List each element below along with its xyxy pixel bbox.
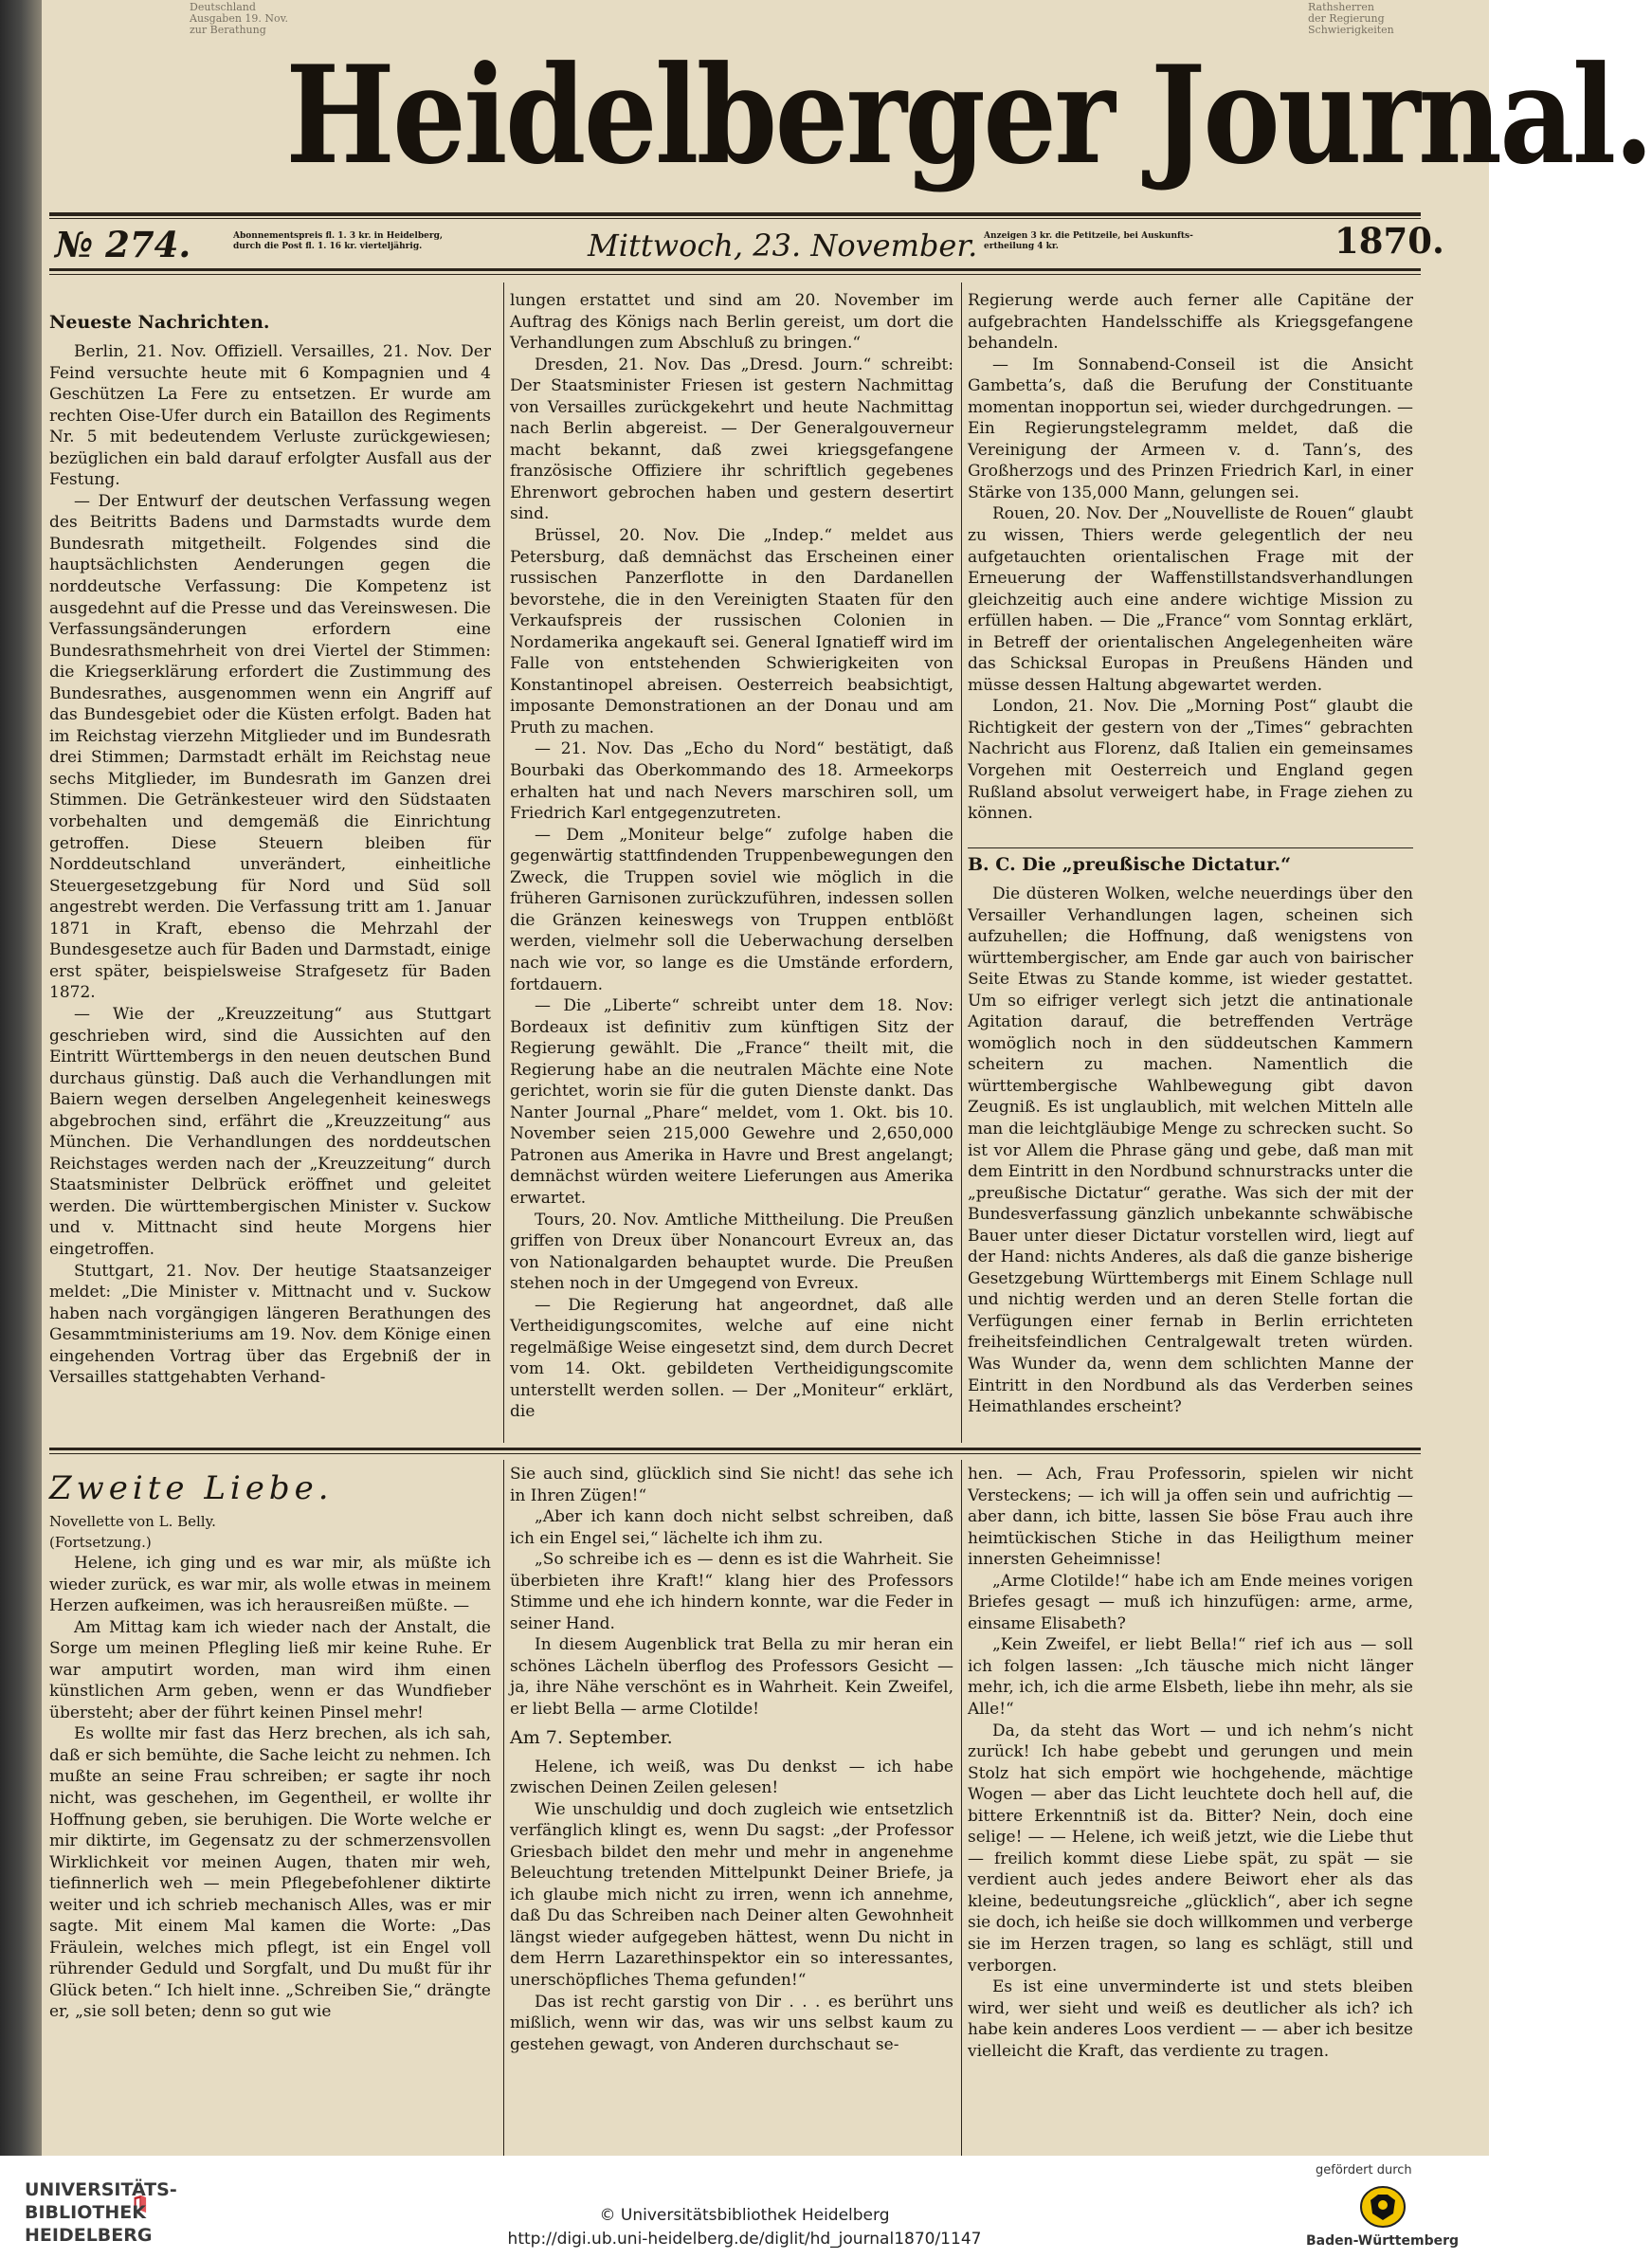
publication-year: 1870.	[1334, 220, 1444, 262]
rule-top-thin	[49, 218, 1421, 219]
subscription-note: Abonnementspreis fl. 1. 3 kr. in Heidelberg, durch die Post fl. 1. 16 kr. vierteljährig.	[233, 231, 444, 251]
feuilleton-paragraph: In diesem Augenblick trat Bella zu mir heran ein schönes Lächeln überflog des Professors Gesicht — ja, ihre Nähe verschönt es in Wahrheit. Kein Zweifel, er liebt Bella — arme Clotilde!	[510, 1635, 953, 1720]
feuilleton-paragraph: Helene, ich ging und es war mir, als müßte ich wieder zurück, es war mir, als wolle etwas in meinem Herzen aufkeimen, was ich herausreißen müßte. —	[49, 1554, 491, 1616]
diary-date-heading: Am 7. September.	[510, 1726, 673, 1748]
news-paragraph: — Im Sonnabend-Conseil ist die Ansicht Gambetta’s, daß die Berufung der Constituante momentan inopportun sei, wieder durchgedrungen. — Ein Regierungstelegramm meldet, daß die Vereinigung der Armeen v. d. Tann’s, des Großherzogs und des Prinzen Friedrich Karl, in einer Stärke von 135,000 Mann, gelungen sei.	[968, 355, 1413, 502]
news-column-1	[49, 305, 491, 1443]
column-separator-4	[961, 1460, 962, 2156]
news-paragraph: London, 21. Nov. Die „Morning Post“ glaubt die Richtigkeit der gestern von der „Times“ gebrachten Nachricht aus Florenz, daß Italien ein gemeinsames Vorgehen mit Oesterreich und England gegen Rußland absolut verweigert habe, in Frage ziehen zu können.	[968, 697, 1413, 824]
funded-by-label: gefördert durch	[1316, 2163, 1412, 2177]
feuilleton-rule-thin	[49, 1453, 1421, 1454]
feuilleton-paragraph: Es wollte mir fast das Herz brechen, als ich sah, daß er sich bemühte, die Sache leicht zu nehmen. Ich mußte an seine Frau schreiben; er sagte ihr noch nicht, was geschehen, im Gegentheil, er wollte ihr Hoffnung geben, sie beruhigen. Die Worte welche er mir diktirte, im Gegensatz zu der schmerzensvollen Wirklichkeit vor meinen Augen, thaten mir weh, tiefinnerlich weh — mein Pflegebefohlener diktirte weiter und ich schrieb mechanisch Alles, was er mir sagte. Mit einem Mal kamen die Worte: „Das Fräulein, welches mich pflegt, ist ein Engel voll rührender Geduld und Sorgfalt, und Du mußt für ihr Glück beten.“ Ich hielt inne. „Schreiben Sie,“ drängte er, „sie soll beten; denn so gut wie	[49, 1724, 491, 2022]
news-column-3	[968, 290, 1413, 846]
feuilleton-paragraph: „Aber ich kann doch nicht selbst schreiben, daß ich ein Engel sei,“ lächelte ich ihm zu.	[510, 1507, 953, 1548]
column-separator-2	[961, 282, 962, 1443]
issue-number: № 274.	[55, 224, 191, 265]
editorial-separator	[968, 847, 1413, 848]
publication-date: Mittwoch, 23. November.	[588, 228, 978, 264]
feuilleton-paragraph: Das ist recht garstig von Dir . . . es berührt uns mißlich, wenn wir das, was wir uns selbst kaum zu gestehen gewagt, von Anderen durchschaut se-	[510, 1992, 953, 2054]
rule-header-bottom	[49, 268, 1421, 271]
ads-note: Anzeigen 3 kr. die Petitzeile, bei Auskunfts- ertheilung 4 kr.	[984, 231, 1193, 251]
feuilleton-paragraph: Da, da steht das Wort — und ich nehm’s nicht zurück! Ich habe gebebt und gerungen und mein Stolz hat sich empört wie hochgehende, mächtige Wogen — aber das Licht leuchtete doch hell auf, die bittere Erkenntniß ist da. Bitter? Nein, doch eine selige! — — Helene, ich weiß jetzt, wie die Liebe thut — freilich kommt diese Liebe spät, zu spät — sie verdient auch jedes andere Beiwort eher als das kleine, bedeutungsreiche „glücklich“, aber ich segne sie doch, ich heiße sie doch willkommen und verberge sie im Herzen tragen, so lang es schlägt, still und verborgen.	[968, 1721, 1413, 1976]
baden-wuerttemberg-emblem-icon	[1359, 2185, 1407, 2229]
masthead-title: Heidelberger Journal.	[285, 37, 1652, 194]
feuilleton-paragraph: „Arme Clotilde!“ habe ich am Ende meines vorigen Briefes gesagt — muß ich hinzufügen: arme, arme, einsame Elisabeth?	[968, 1571, 1413, 1633]
feuilleton-column-2	[510, 1464, 953, 2156]
rule-top	[49, 212, 1421, 216]
library-name-line: UNIVERSITÄTS-	[25, 2179, 177, 2200]
news-heading: Neueste Nachrichten.	[49, 312, 270, 333]
news-column-2	[510, 290, 953, 1437]
news-paragraph: Rouen, 20. Nov. Der „Nouvelliste de Rouen“ glaubt zu wissen, Thiers werde gelegentlich der neu aufgetauchten orientalischen Frage mit der Erneuerung der Waffenstillstandsverhandlungen gleichzeitig auch eine andere wichtige Mission zu erfüllen haben. — Die „France“ vom Sonntag erklärt, in Betreff der orientalischen Angelegenheiten wäre das Schicksal Europas in Preußens Händen und müsse dessen Haltung abgewartet werden.	[968, 504, 1413, 695]
news-paragraph: — Die „Liberte“ schreibt unter dem 18. Nov: Bordeaux ist definitiv zum künftigen Sitz der Regierung gewählt. Die „France“ theilt mit, die Regierung habe an die neutralen Mächte eine Note gerichtet, worin sie für die guten Dienste dankt. Das Nanter Journal „Phare“ meldet, vom 1. Okt. bis 10. November seien 215,000 Gewehre und 2,650,000 Patronen aus Amerika in Havre und Brest angelangt; demnächst würden weitere Lieferungen aus Amerika erwartet.	[510, 996, 953, 1208]
feuilleton-paragraph: Am Mittag kam ich wieder nach der Anstalt, die Sorge um meinen Pflegling ließ mir keine Ruhe. Er war amputirt worden, man wird ihm einen künstlichen Arm geben, wenn er das Wundfieber übersteht; aber der führt keinen Pinsel mehr!	[49, 1617, 491, 1722]
news-paragraph: — Die Regierung hat angeordnet, daß alle Vertheidigungscomites, welche auf eine nicht regelmäßige Weise eingesetzt sind, dem durch Decret vom 14. Okt. gebildeten Vertheidigungscomite unterstellt werden sollen. — Der „Moniteur“ erklärt, die	[510, 1295, 953, 1422]
news-paragraph: Tours, 20. Nov. Amtliche Mittheilung. Die Preußen griffen von Dreux über Nonancourt Evreux an, das von Nationalgarden behauptet wurde. Die Preußen stehen noch in der Umgegend von Evreux.	[510, 1210, 953, 1294]
news-paragraph: — Wie der „Kreuzzeitung“ aus Stuttgart geschrieben wird, sind die Aussichten auf den Eintritt Württembergs in den neuen deutschen Bund durchaus günstig. Daß auch die Verhandlungen mit Baiern wegen derselben Angelegenheit keineswegs abgebrochen sind, erfährt die „Kreuzzeitung“ aus München. Die Verhandlungen des norddeutschen Reichstages werden nach der „Kreuzzeitung“ durch Staatsminister Delbrück eröffnet und geleitet werden. Die württembergischen Minister v. Suckow und v. Mittnacht sind heute Morgens hier eingetroffen.	[49, 1004, 491, 1259]
news-paragraph: Dresden, 21. Nov. Das „Dresd. Journ.“ schreibt: Der Staatsminister Friesen ist gestern Nachmittag von Versailles zurückgekehrt und heute Nachmittag nach Berlin abgereist. — Der Generalgouverneur macht bekannt, daß zwei kriegsgefangene französische Offiziere ihr schriftlich gegebenes Ehrenwort gebrochen haben und gestern desertirt sind.	[510, 355, 953, 524]
feuilleton-rule	[49, 1448, 1421, 1450]
rule-header-bottom-thin	[49, 274, 1421, 275]
sponsor-name: Baden-Württemberg	[1306, 2233, 1460, 2249]
feuilleton-paragraph: „So schreibe ich es — denn es ist die Wahrheit. Sie überbieten ihre Kraft!“ klang hier des Professors Stimme und ehe ich hindern konnte, war die Feder in seiner Hand.	[510, 1550, 953, 1633]
library-name-line: BIBLIOTHEK	[25, 2202, 146, 2223]
editorial-heading: B. C. Die „preußische Dictatur.“	[968, 854, 1292, 875]
feuilleton-continuation: (Fortsetzung.)	[49, 1534, 152, 1551]
column-separator-1	[503, 282, 504, 1443]
feuilleton-column-3	[968, 1464, 1413, 2156]
editorial-paragraph: Die düsteren Wolken, welche neuerdings über den Versailler Verhandlungen lagen, scheinen sich aufzuhellen; die Hoffnung, daß wenigstens von württembergischer, am Ende gar auch von bairischer Seite Etwas zu Stande komme, ist wieder gestattet. Um so eifriger verlegt sich jetzt die antinationale Agitation darauf, die betreffenden Verträge womöglich noch in den süddeutschen Kammern scheitern zu machen. Namentlich die württembergische Wahlbewegung gibt davon Zeugniß. Es ist unglaublich, mit welchen Mitteln alle man die leichtgläubige Menge zu schrecken sucht. So ist vor Allem die Phrase gäng und gebe, daß man mit dem Eintritt in den Nordbund schnurstracks unter die „preußische Dictatur“ gerathe. Was sich der mit der Bundesverfassung gänzlich unbekannte schwäbische Bauer unter dieser Dictatur vorstellen wird, liegt auf der Hand: nichts Anderes, als daß die ganze bisherige Gesetzgebung Württembergs mit Einem Schlage null und nichtig werden und an deren Stelle fortan die Verfügungen einer fernab in Berlin errichteten freiheitsfeindlichen Centralgewalt treten würden. Was Wunder da, wenn dem schlichten Manne der Eintritt in den Nordbund als das Verderben seines Heimathlandes erscheint?	[968, 884, 1413, 1417]
permalink-url[interactable]: http://digi.ub.uni-heidelberg.de/diglit/hd_journal1870/1147	[507, 2230, 982, 2249]
feuilleton-paragraph: hen. — Ach, Frau Professorin, spielen wir nicht Versteckens; — ich will ja offen sein und aufrichtig — aber dann, ich bitte, lassen Sie böse Frau auch ihre heimtückischen Stiche in das Heiligthum meiner innersten Geheimnisse!	[968, 1465, 1413, 1570]
news-paragraph: Stuttgart, 21. Nov. Der heutige Staatsanzeiger meldet: „Die Minister v. Mittnacht und v. Suckow haben nach vorgängigen längeren Berathungen des Gesammtministeriums am 19. Nov. dem Könige einen eingehenden Vortrag über das Ergebniß der in Versailles stattgehabten Verhand-	[49, 1261, 491, 1388]
feuilleton-column-1	[49, 1466, 491, 2156]
news-paragraph: lungen erstattet und sind am 20. November im Auftrag des Königs nach Berlin gereist, um dort die Verhandlungen zum Abschluß zu bringen.“	[510, 291, 953, 354]
top-fragment-left: Deutschland Ausgaben 19. Nov. zur Berathung	[190, 1, 289, 36]
news-paragraph: Berlin, 21. Nov. Offiziell. Versailles, 21. Nov. Der Feind versuchte heute mit 6 Kompagnien und 4 Geschützen La Fere zu entsetzen. Er wurde am rechten Oise-Ufer durch ein Bataillon des Regiments Nr. 5 mit bedeutendem Verluste zurückgewiesen; bezüglichen ein bald darauf erfolgter Ausfall aus der Festung.	[49, 342, 491, 490]
news-paragraph: Brüssel, 20. Nov. Die „Indep.“ meldet aus Petersburg, daß demnächst das Erscheinen einer russischen Panzerflotte in den Dardanellen bevorstehe, die in den Vereinigten Staaten für den Verkaufspreis der russischen Colonien in Nordamerika angekauft sei. General Ignatieff wird im Falle von entstehenden Schwierigkeiten von Konstantinopel abreisen. Oesterreich beabsichtigt, imposante Demonstrationen an der Donau und am Pruth zu machen.	[510, 526, 953, 738]
feuilleton-paragraph: Wie unschuldig und doch zugleich wie entsetzlich verfänglich klingt es, wenn Du sagst: „der Professor Griesbach bildet den mehr und mehr in angenehme Beleuchtung tretenden Mittelpunkt Deiner Briefe, ja ich glaube mich nicht zu irren, wenn ich annehme, daß Du das Schreiben nach Deiner alten Gewohnheit längst wieder aufgegeben hättest, wenn Du nicht in dem Herrn Lazarethinspektor ein so interessantes, unerschöpfliches Thema gefunden!“	[510, 1799, 953, 1991]
feuilleton-title: Zweite Liebe.	[49, 1469, 334, 1507]
news-paragraph: — Der Entwurf der deutschen Verfassung wegen des Beitritts Badens und Darmstadts wurde dem Bundesrath mitgetheilt. Folgendes sind die hauptsächlichsten Aenderungen gegen die norddeutsche Verfassung: Die Kompetenz ist ausgedehnt auf die Presse und das Vereinswesen. Die Verfassungsänderungen erfordern eine Bundesrathsmehrheit von drei Viertel der Stimmen: die Kriegserklärung erfordert die Zustimmung des Bundesrathes, ausgenommen wenn ein Angriff auf das Bundesgebiet oder die Küsten erfolgt. Baden hat im Reichstag vierzehn Mitglieder und im Bundesrath drei Stimmen; Darmstadt erhält im Reichstag neue sechs Mitglieder, im Bundesrath im Ganzen drei Stimmen. Die Getränkesteuer wird den Südstaaten vorbehalten und demgemäß die Einrichtung getroffen. Diese Steuern bleiben für Norddeutschland unverändert, einheitliche Steuergesetzgebung für Nord und Süd soll angestrebt werden. Die Verfassung tritt am 1. Januar 1871 in Kraft, ebenso die Mehrzahl der Bundesgesetze auch für Baden und Darmstadt, einige erst später, beispielsweise Strafgesetz für Baden 1872.	[49, 491, 491, 1003]
feuilleton-paragraph: „Kein Zweifel, er liebt Bella!“ rief ich aus — soll ich folgen lassen: „Ich täusche mich nicht länger mehr, ich, ich die arme Elsbeth, liebe ihn mehr, als sie Alle!“	[968, 1635, 1413, 1720]
feuilleton-paragraph: Es ist eine unverminderte ist und stets bleiben wird, wer sieht und weiß es deutlicher als ich? ich habe kein anderes Loos verdient — — aber ich besitze vielleicht die Kraft, das verdiente zu tragen.	[968, 1977, 1413, 2061]
feuilleton-author: Novellette von L. Belly.	[49, 1513, 216, 1530]
column-separator-3	[503, 1460, 504, 2156]
copyright-notice: © Universitätsbibliothek Heidelberg	[599, 2206, 890, 2225]
page-binding-edge	[0, 0, 42, 2156]
news-paragraph: Regierung werde auch ferner alle Capitäne der aufgebrachten Handelsschiffe als Kriegsgefangene behandeln.	[968, 291, 1413, 354]
feuilleton-paragraph: Helene, ich weiß, was Du denkst — ich habe zwischen Deinen Zeilen gelesen!	[510, 1757, 953, 1798]
feuilleton-paragraph: Sie auch sind, glücklich sind Sie nicht! das sehe ich in Ihren Zügen!“	[510, 1465, 953, 1505]
editorial-column	[968, 853, 1413, 1441]
library-name-line: HEIDELBERG	[25, 2225, 153, 2246]
news-paragraph: — 21. Nov. Das „Echo du Nord“ bestätigt, daß Bourbaki das Oberkommando des 18. Armeekorps erhalten hat und nach Nevers marschiren soll, um Friedrich Karl entgegenzutreten.	[510, 739, 953, 824]
news-paragraph: — Dem „Moniteur belge“ zufolge haben die gegenwärtig stattfindenden Truppenbewegungen den Zweck, die Truppen soviel wie möglich in die früheren Garnisonen zurückzuführen, indessen sollen die Gränzen keineswegs von Truppen entblößt werden, vielmehr soll die Ueberwachung derselben nach wie vor, so lange es die Umstände erfordern, fortdauern.	[510, 825, 953, 994]
top-fragment-right: Rathsherren der Regierung Schwierigkeiten	[1308, 1, 1394, 36]
